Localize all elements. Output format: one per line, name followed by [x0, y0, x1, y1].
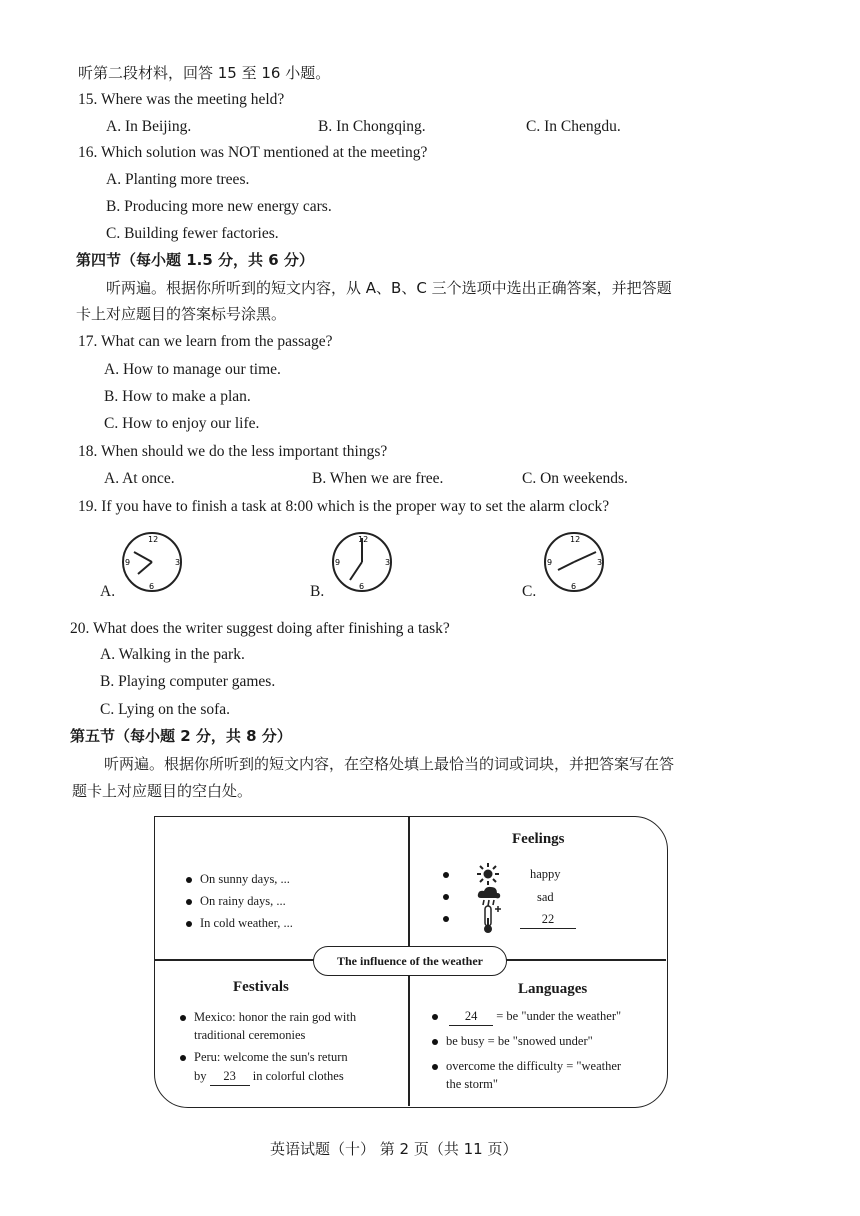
languages-title: Languages	[518, 981, 588, 997]
q17-option-b[interactable]: B. How to make a plan.	[104, 388, 251, 405]
svg-text:3: 3	[385, 558, 391, 567]
q19-option-a[interactable]: A.	[100, 583, 116, 600]
q15-option-a[interactable]: A. In Beijing.	[106, 118, 192, 135]
thermometer-icon	[480, 904, 502, 934]
q16-stem: 16. Which solution was NOT mentioned at the meeting?	[78, 144, 428, 161]
feeling-sad: sad	[537, 890, 554, 904]
section-intro: 听第二段材料，回答 15 至 16 小题。	[78, 64, 331, 82]
q20-stem: 20. What does the writer suggest doing after finishing a task?	[70, 620, 450, 637]
q16-option-a[interactable]: A. Planting more trees.	[106, 171, 250, 188]
section5-title: 第五节（每小题 2 分，共 8 分）	[70, 727, 292, 745]
blank-22[interactable]: 22	[520, 911, 576, 929]
svg-text:9: 9	[547, 558, 553, 567]
q16-option-c[interactable]: C. Building fewer factories.	[106, 225, 279, 242]
mind-map-center-label: The influence of the weather	[313, 946, 507, 976]
svg-text:3: 3	[175, 558, 181, 567]
section4-instruction-2: 卡上对应题目的答案标号涂黑。	[76, 305, 287, 323]
language-item: overcome the difficulty = "weather	[432, 1058, 621, 1075]
svg-text:12: 12	[358, 535, 369, 544]
bullet	[443, 894, 449, 900]
svg-text:6: 6	[571, 582, 577, 591]
festival-peru-cont: by 23 in colorful clothes	[194, 1068, 344, 1086]
festival-mexico-cont: traditional ceremonies	[194, 1028, 306, 1042]
q19-option-b[interactable]: B.	[310, 583, 325, 600]
svg-text:9: 9	[125, 558, 131, 567]
sun-icon	[476, 862, 500, 886]
weather-item: On sunny days, ...	[186, 871, 290, 888]
q20-option-b[interactable]: B. Playing computer games.	[100, 673, 276, 690]
svg-text:6: 6	[149, 582, 155, 591]
section5-instruction-1: 听两遍。根据你所听到的短文内容，在空格处填上最恰当的词或词块，并把答案写在答	[104, 755, 675, 773]
festival-peru: Peru: welcome the sun's return	[180, 1049, 348, 1066]
festivals-title: Festivals	[233, 979, 289, 995]
weather-item: On rainy days, ...	[186, 893, 286, 910]
q15-stem: 15. Where was the meeting held?	[78, 91, 285, 108]
q18-option-a[interactable]: A. At once.	[104, 470, 175, 487]
page-footer: 英语试题（十） 第 2 页（共 11 页）	[270, 1140, 518, 1158]
blank-23[interactable]: 23	[210, 1068, 250, 1086]
q19-option-c[interactable]: C.	[522, 583, 537, 600]
q18-option-c[interactable]: C. On weekends.	[522, 470, 628, 487]
festival-mexico: Mexico: honor the rain god with	[180, 1009, 356, 1026]
q17-option-c[interactable]: C. How to enjoy our life.	[104, 415, 260, 432]
blank-24[interactable]: 24	[449, 1008, 493, 1026]
bullet	[443, 916, 449, 922]
q15-option-c[interactable]: C. In Chengdu.	[526, 118, 621, 135]
clock-icon-b	[328, 530, 396, 594]
q16-option-b[interactable]: B. Producing more new energy cars.	[106, 198, 332, 215]
svg-text:3: 3	[597, 558, 603, 567]
q17-stem: 17. What can we learn from the passage?	[78, 333, 333, 350]
q15-option-b[interactable]: B. In Chongqing.	[318, 118, 426, 135]
clock-icon-a	[118, 530, 186, 594]
bullet	[443, 872, 449, 878]
q17-option-a[interactable]: A. How to manage our time.	[104, 361, 281, 378]
weather-item: In cold weather, ...	[186, 915, 293, 932]
section4-instruction-1: 听两遍。根据你所听到的短文内容，从 A、B、C 三个选项中选出正确答案，并把答题	[106, 279, 672, 297]
svg-text:12: 12	[148, 535, 159, 544]
section5-instruction-2: 题卡上对应题目的空白处。	[72, 782, 253, 800]
q20-option-a[interactable]: A. Walking in the park.	[100, 646, 245, 663]
svg-text:6: 6	[359, 582, 365, 591]
clock-icon-c	[540, 530, 608, 594]
feeling-happy: happy	[530, 867, 561, 881]
svg-text:12: 12	[570, 535, 581, 544]
q18-option-b[interactable]: B. When we are free.	[312, 470, 444, 487]
language-item: be busy = be "snowed under"	[432, 1033, 593, 1050]
svg-text:9: 9	[335, 558, 341, 567]
language-item: 24 = be "under the weather"	[432, 1008, 621, 1026]
feelings-title: Feelings	[512, 831, 565, 847]
language-item-cont: the storm"	[446, 1077, 498, 1091]
q20-option-c[interactable]: C. Lying on the sofa.	[100, 701, 231, 718]
q18-stem: 18. When should we do the less important things?	[78, 443, 388, 460]
q19-stem: 19. If you have to finish a task at 8:00 which is the proper way to set the alarm clock?	[78, 498, 610, 515]
section4-title: 第四节（每小题 1.5 分，共 6 分）	[76, 251, 314, 269]
